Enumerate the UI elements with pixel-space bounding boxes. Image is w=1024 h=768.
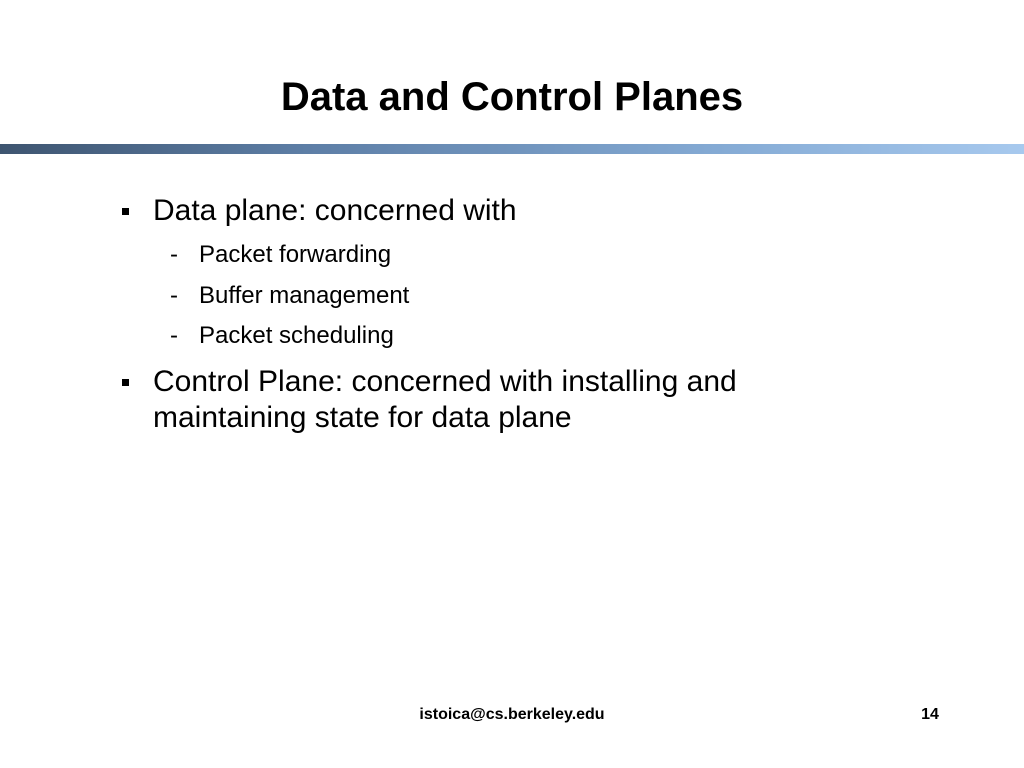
dash-bullet-icon: - <box>170 322 178 349</box>
bullet-text-line-1: Control Plane: concerned with installing and <box>153 365 737 398</box>
bullet-text: Data plane: concerned with <box>153 194 517 227</box>
title-underline-bar <box>0 144 1024 154</box>
slide-title: Data and Control Planes <box>280 75 744 119</box>
footer-page-number: 14 <box>921 706 939 723</box>
square-bullet-icon <box>122 208 129 215</box>
sub-bullet-text: Packet forwarding <box>199 241 392 268</box>
sub-bullet-text: Buffer management <box>199 282 410 309</box>
sub-bullet-text: Packet scheduling <box>199 322 394 349</box>
square-bullet-icon <box>122 379 129 386</box>
dash-bullet-icon: - <box>170 282 178 309</box>
footer-email: istoica@cs.berkeley.edu <box>419 706 605 723</box>
bullet-text-line-2: maintaining state for data plane <box>153 401 572 434</box>
dash-bullet-icon: - <box>170 241 178 268</box>
